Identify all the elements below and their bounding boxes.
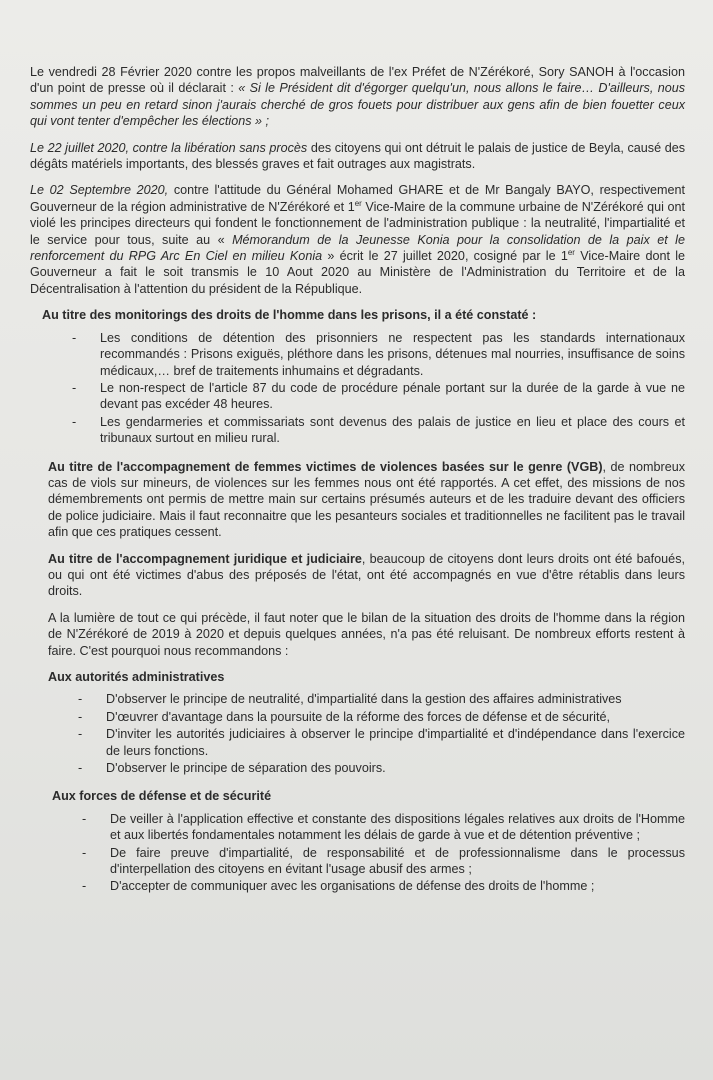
list-item: [48, 760, 685, 776]
paragraph-28-fevrier-intro: Le vendredi 28 Février 2020 contre les propos malveillants de l'ex Préfet de N'Zérékoré, Sory SANOH à l'occasion d'un point de presse où il déclarait :: [30, 65, 685, 96]
dash-mark: -: [82, 845, 87, 860]
list-item-text: D'observer le principe de neutralité, d'impartialité dans la gestion des affaires administratives: [106, 692, 622, 707]
list-item-text: D'œuvrer d'avantage dans la poursuite de la réforme des forces de défense et de sécurité,: [106, 709, 610, 724]
list-item: [48, 726, 685, 759]
list-item-text: Le non-respect de l'article 87 du code de procédure pénale portant sur la durée de la garde à vue ne devant pas excéder 48 heures.: [100, 380, 685, 412]
list-item-text: D'inviter les autorités judiciaires à observer le principe d'impartialité et d'indépendance dans l'exercice de leurs fonctions.: [106, 727, 685, 758]
list-item-text: De faire preuve d'impartialité, de responsabilité et de professionnalisme dans le processus d'interpellation des citoyens en évitant l'usage abusif des armes ;: [110, 845, 685, 877]
p3-sup-2: er: [567, 247, 575, 257]
paragraph-02-septembre: [30, 182, 685, 297]
list-item-text: D'accepter de communiquer avec les organisations de défense des droits de l'homme ;: [110, 879, 595, 894]
section-juridique-text: , beaucoup de citoyens dont leurs droits ont été bafoués, ou qui ont été victimes d'abus des préposés de l'état, ont été accompagnés en vue d'être rétablis dans leurs droits.: [48, 551, 685, 599]
conclusion-paragraph: A la lumière de tout ce qui précède, il faut noter que le bilan de la situation des droits de l'homme dans la région de N'Zérékoré de 2019 à 2020 et depuis quelques années, n'a pas été reluisant. De nombreux efforts restent à faire. C'est pourquoi nous recommandons :: [48, 610, 685, 658]
date-02-septembre: Le 02 Septembre 2020,: [30, 183, 169, 198]
admin-list: [48, 691, 685, 776]
dash-mark: -: [72, 330, 77, 345]
fds-list: [52, 811, 685, 895]
p3-part-e: » écrit le 27 juillet 2020, cosigné par le 1: [322, 249, 568, 264]
list-item: [42, 414, 685, 447]
list-item: [48, 691, 685, 707]
prisons-list: [42, 330, 685, 447]
list-item: [42, 380, 685, 413]
p3-part-f: Vice-Maire dont le Gouverneur a fait le soit transmis le 10 Aout 2020 au Ministère de l'Administration du Territoire et de la Décentralisation à l'attention du président de la République.: [30, 249, 685, 296]
dash-mark: -: [78, 692, 83, 707]
section-juridique: [30, 551, 685, 600]
section-fds-heading: Aux forces de défense et de sécurité: [52, 789, 272, 804]
dash-mark: -: [78, 709, 83, 724]
p3-sup-1: er: [354, 198, 362, 208]
list-item: [42, 330, 685, 379]
section-vbg: [30, 459, 685, 541]
section-admin-heading: Aux autorités administratives: [48, 670, 225, 684]
section-prisons: [30, 307, 685, 446]
p3-part-b: contre l'attitude du Général Mohamed GHARE et de Mr Bangaly BAYO, respectivement Gouverneur de la région administrative de N'Zérékoré et 1: [30, 183, 685, 214]
list-item: [52, 878, 685, 894]
section-vbg-text: , de nombreux cas de viols sur mineurs, de violences sur les femmes nous ont été rapportés. A cet effet, des missions de nos démembrements ont permis de mettre main sur certains présumés auteurs et de les traduire devant des officiers de police judiciaire. Mais il faut reconnaitre que les pesanteurs sociales et traditionnelles ne facilitent pas le travail afin que ces pratiques cessent.: [48, 459, 685, 540]
section-fds: [30, 788, 685, 894]
section-admin: [30, 669, 685, 776]
section-juridique-lead: Au titre de l'accompagnement juridique et judiciaire: [48, 551, 362, 566]
paragraph-22-juillet-text: des citoyens qui ont détruit le palais de justice de Beyla, causé des dégâts matériels importants, des blessés graves et fait outrages aux magistrats.: [30, 140, 685, 172]
dash-mark: -: [82, 879, 87, 894]
list-item-text: Les gendarmeries et commissariats sont devenus des palais de justice en lieu et place des cours et tribunaux surtout en milieu rural.: [100, 414, 685, 446]
list-item-text: D'observer le principe de séparation des pouvoirs.: [106, 761, 386, 776]
list-item-text: Les conditions de détention des prisonniers ne respectent pas les standards internationaux recommandés : Prisons exiguës, pléthore dans les prisons, détenues mal nourries, insuffisance de soins médicaux,… bref de traitements inhumains et dégradants.: [100, 330, 685, 378]
section-prisons-heading: Au titre des monitorings des droits de l'homme dans les prisons, il a été constaté :: [42, 308, 537, 323]
list-item: [52, 845, 685, 878]
list-item: [48, 709, 685, 725]
paragraph-22-juillet: [30, 140, 685, 173]
list-item: [52, 811, 685, 844]
p3-part-c: Vice-Maire de la commune urbaine de N'Zérékoré qui ont violé les principes directeurs qui fondent le fonctionnement de l'administration publique : la neutralité, l'impartialité et le service pour tous, suite au «: [30, 199, 685, 247]
dash-mark: -: [78, 727, 83, 742]
memorandum-title: Mémorandum de la Jeunesse Konia pour la consolidation de la paix et le renforcement du RPG Arc En Ciel en milieu Konia: [30, 232, 685, 264]
paragraph-28-fevrier: [30, 64, 685, 130]
dash-mark: -: [72, 414, 77, 429]
list-item-text: De veiller à l'application effective et constante des dispositions légales relatives aux droits de l'Homme et aux libertés fondamentales notamment les délais de garde à vue et de détention préventive ;: [110, 811, 685, 843]
dash-mark: -: [82, 811, 87, 826]
dash-mark: -: [72, 380, 77, 395]
section-vbg-lead: Au titre de l'accompagnement de femmes victimes de violences basées sur le genre (VGB): [48, 459, 603, 474]
dash-mark: -: [78, 761, 83, 776]
date-22-juillet: Le 22 juillet 2020, contre la libération sans procès: [30, 140, 308, 155]
prefet-quote: « Si le Président dit d'égorger quelqu'un, nous allons le faire… D'ailleurs, nous sommes un peu en retard sinon j'aurais cherché de gros fouets pour distribuer aux gens afin de bien fouetter ceux qui vont tenter d'empêcher les élections » ;: [30, 81, 686, 129]
